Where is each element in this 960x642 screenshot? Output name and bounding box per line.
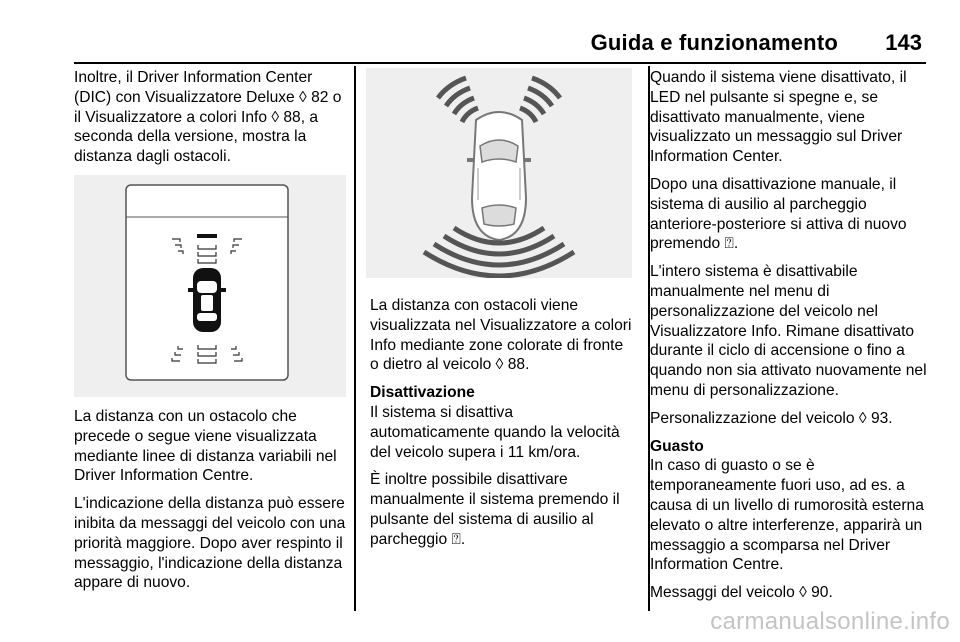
column-2	[370, 68, 634, 558]
col2-paragraph-1: La distanza con ostacoli viene visualizzata nel Visualizzatore a colori Info mediante zone colorate di fronte o dietro al veicolo ◊ 88.	[370, 297, 632, 374]
car-top-view-large-icon	[467, 112, 531, 240]
col3-paragraph-5: In caso di guasto o se è temporaneamente fuori uso, ad es. a causa di un livello di rumorosità esterna elevato o altre interferenze, apparirà un messaggio a scomparsa nel Driver Information Centre.	[650, 457, 924, 574]
color-info-display-figure	[366, 68, 634, 278]
col1-paragraph-2: La distanza con un ostacolo che precede o segue viene visualizzata mediante linee di distanza variabili nel Driver Information Centre.	[74, 407, 337, 485]
header-title: Guida e funzionamento	[590, 30, 838, 55]
column-1	[74, 68, 346, 601]
section-heading-disattivazione: Disattivazione	[370, 384, 475, 402]
col1-paragraph-3: L'indicazione della distanza può essere inibita da messaggi del veicolo con una priorità maggiore. Dopo aver respinto il messaggio, l'indicazione della distanza appare di nuovo.	[74, 495, 346, 592]
color-zones-illustration	[366, 68, 632, 278]
col2-paragraph-3: È inoltre possibile disattivare manualmente il sistema premendo il pulsante del sistema di ausilio al parcheggio ⍰.	[370, 471, 620, 548]
page-number: 143	[885, 30, 922, 55]
col3-paragraph-4: Personalizzazione del veicolo ◊ 93.	[650, 409, 893, 427]
col3-paragraph-6: Messaggi del veicolo ◊ 90.	[650, 584, 833, 602]
col3-paragraph-2: Dopo una disattivazione manuale, il sistema di ausilio al parcheggio anteriore-posteriore si attiva di nuovo premendo ⍰.	[650, 175, 907, 253]
column-3	[650, 68, 930, 611]
dic-park-assist-figure	[74, 175, 346, 397]
car-top-view-icon	[188, 268, 226, 332]
col3-paragraph-1: Quando il sistema viene disattivato, il LED nel pulsante si spegne e, se disattivato manualmente, viene visualizzato un messaggio sul Driver Information Center.	[650, 69, 907, 166]
col2-paragraph-2: Il sistema si disattiva automaticamente quando la velocità del veicolo supera i 11 km/ora.	[370, 403, 620, 461]
dic-distance-display-illustration	[74, 175, 346, 397]
footer-watermark: carmanualsonline.info	[710, 608, 950, 635]
col1-paragraph-1: Inoltre, il Driver Information Center (DIC) con Visualizzatore Deluxe ◊ 82 o il Visualizzatore a colori Info ◊ 88, a seconda della versione, mostra la distanza dagli ostacoli.	[74, 69, 342, 166]
column-divider-1	[354, 66, 356, 611]
section-heading-guasto: Guasto	[650, 437, 704, 455]
col3-paragraph-3: L'intero sistema è disattivabile manualmente nel menu di personalizzazione del veicolo nel Visualizzatore Info. Rimane disattivato durante il ciclo di accensione o fino a quando non sia attivato nuovamente nel menu di personalizzazione.	[650, 263, 927, 399]
header-rule	[74, 62, 926, 64]
